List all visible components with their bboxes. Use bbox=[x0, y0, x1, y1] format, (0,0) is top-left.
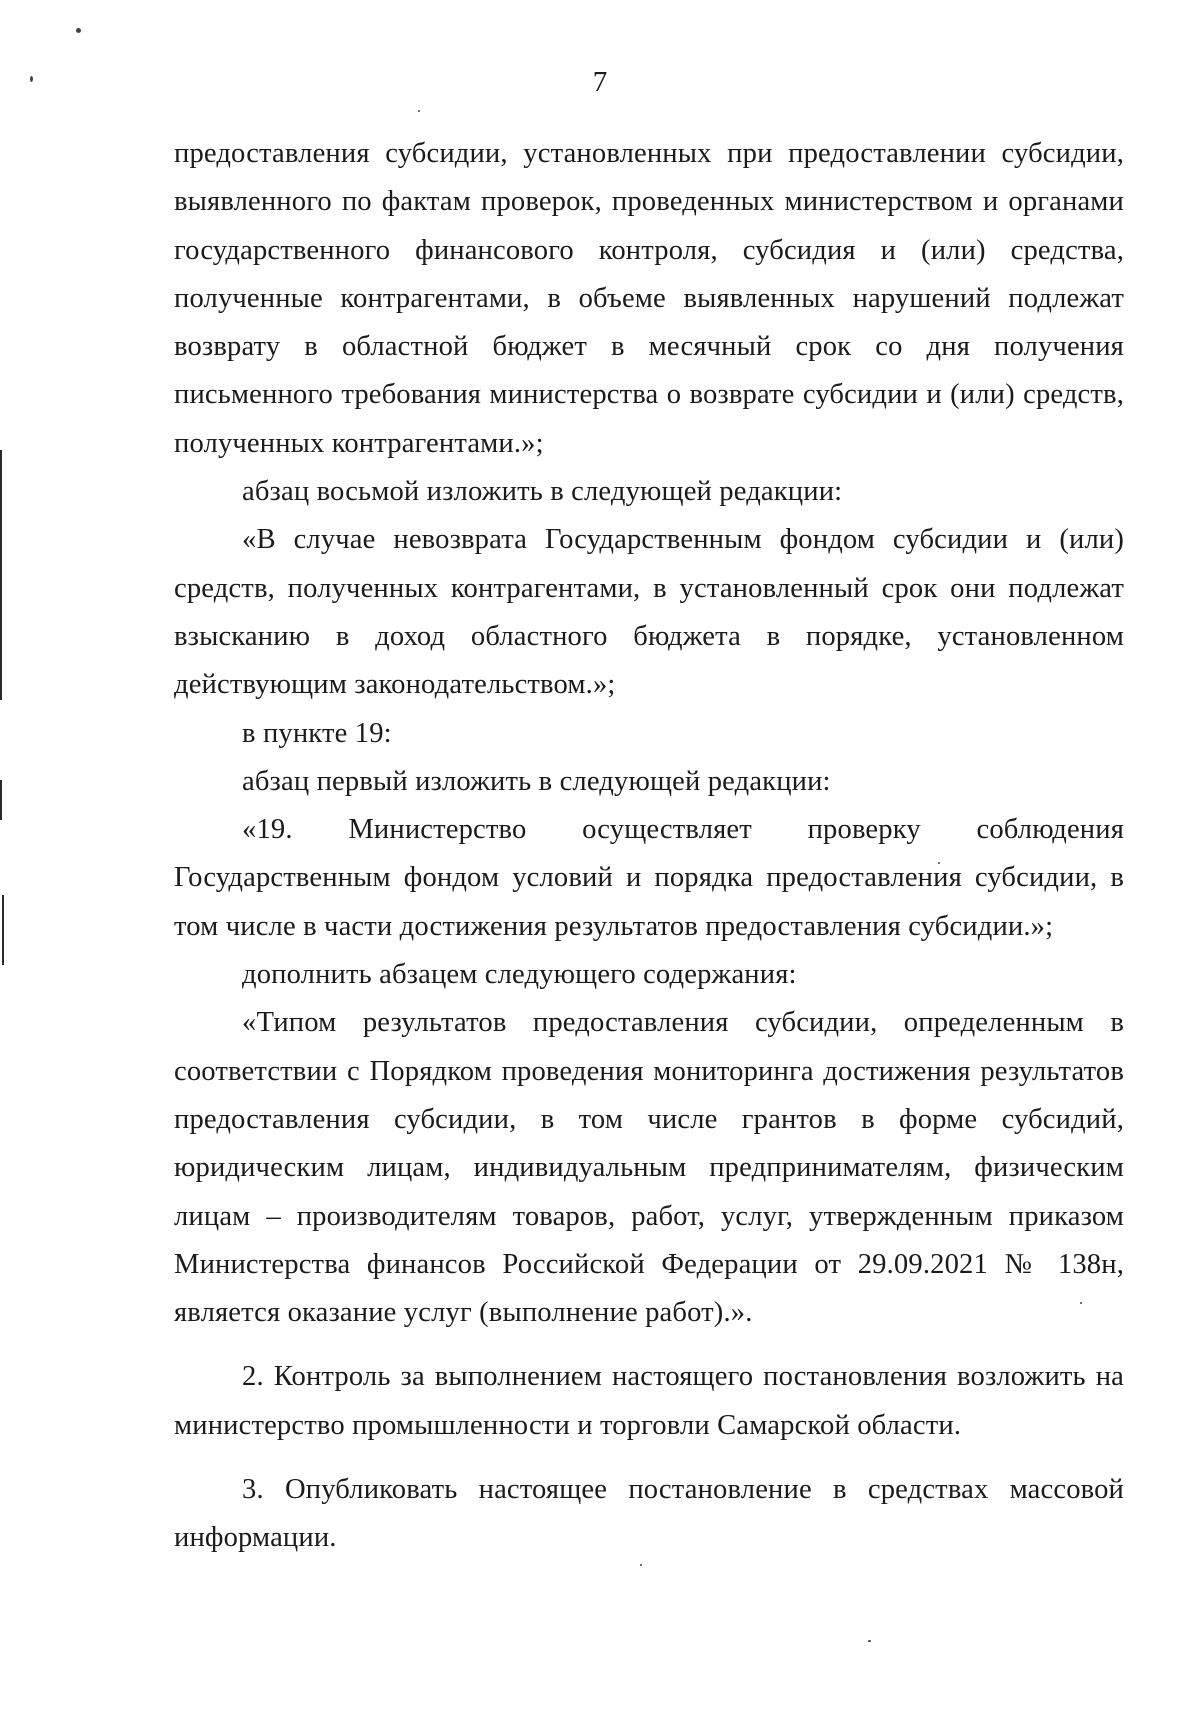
scan-speck bbox=[640, 1564, 642, 1566]
paragraph: «Типом результатов предоставления субсидии, определенным в соответствии с Порядком проведения мониторинга достижения результатов предоставления субсидии, в том числе грантов в форме субсидий, юридическим лицам, индивидуальным предпринимателям, физическим лицам – производителям товаров, работ, услуг, утвержденным приказом Министерства финансов Российской Федерации от 29.09.2021 № 138н, является оказание услуг (выполнение работ).». bbox=[174, 1007, 1124, 1329]
scan-speck bbox=[418, 110, 420, 112]
document-body bbox=[174, 130, 1124, 1563]
paragraph: абзац первый изложить в следующей редакции: bbox=[242, 765, 831, 797]
paragraph: предоставления субсидии, установленных при предоставлении субсидии, выявленного по фактам проверок, проведенных министерством и органами государственного финансового контроля, субсидия и (или) средства, полученные контрагентами, в объеме выявленных нарушений подлежат возврату в областной бюджет в месячный срок со дня получения письменного требования министерства о возврате субсидии и (или) средств, полученных контрагентами.»; bbox=[174, 138, 1124, 459]
scan-speck bbox=[868, 1640, 871, 1642]
scan-edge-line bbox=[0, 450, 2, 700]
paragraph: дополнить абзацем следующего содержания: bbox=[242, 959, 797, 991]
scan-speck bbox=[76, 28, 81, 33]
paragraph: 2. Контроль за выполнением настоящего постановления возложить на министерство промышленности и торговли Самарской области. bbox=[174, 1361, 1124, 1441]
scan-edge-line bbox=[0, 780, 2, 820]
paragraph: «19. Министерство осуществляет проверку соблюдения Государственным фондом условий и порядка предоставления субсидии, в том числе в части достижения результатов предоставления субсидии.»; bbox=[174, 814, 1124, 942]
paragraph: в пункте 19: bbox=[242, 717, 392, 749]
scan-edge-line bbox=[2, 895, 4, 965]
page-number: 7 bbox=[592, 66, 608, 98]
paragraph: «В случае невозврата Государственным фондом субсидии и (или) средств, полученных контрагентами, в установленный срок они подлежат взысканию в доход областного бюджета в порядке, установленном действующим законодательством.»; bbox=[174, 524, 1124, 701]
paragraph: 3. Опубликовать настоящее постановление в средствах массовой информации. bbox=[174, 1474, 1124, 1554]
paragraph: абзац восьмой изложить в следующей редакции: bbox=[242, 476, 843, 508]
